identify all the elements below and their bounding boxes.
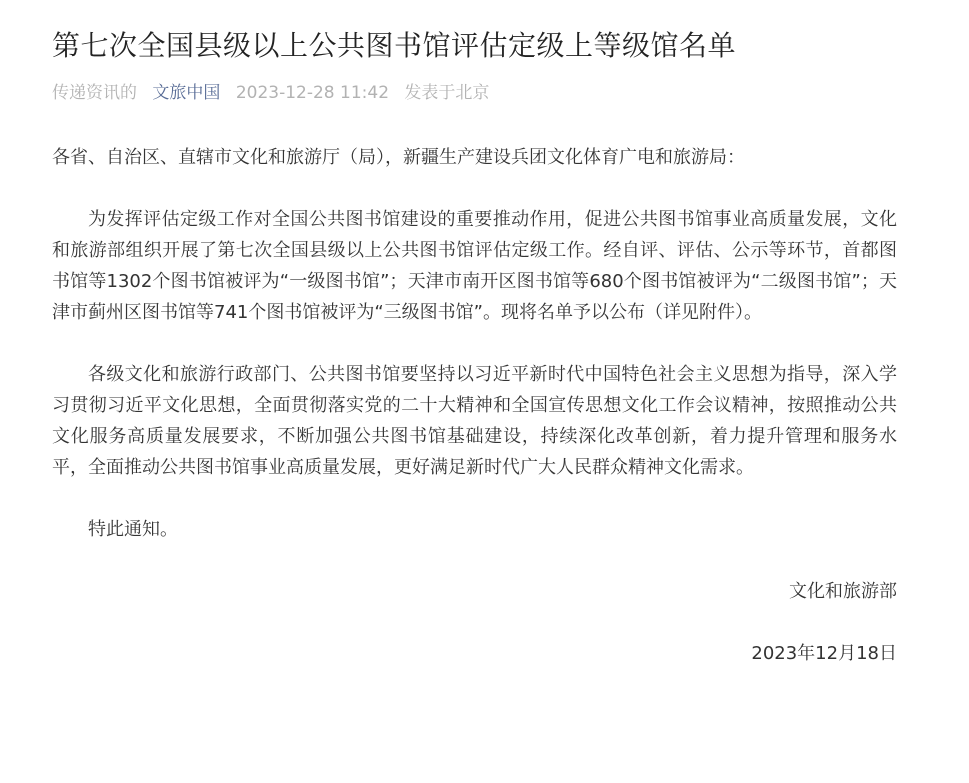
account-name-link[interactable]: 文旅中国 <box>152 83 221 103</box>
page-title: 第七次全国县级以上公共图书馆评估定级上等级馆名单 <box>52 29 737 62</box>
greeting-paragraph: 各省、自治区、直辖市文化和旅游厅（局），新疆生产建设兵团文化体育广电和旅游局： <box>52 147 745 168</box>
publish-location: 发表于北京 <box>404 83 490 103</box>
closing-paragraph: 特此通知。 <box>88 519 178 540</box>
body-paragraph-2: 各级文化和旅游行政部门、公共图书馆要坚持以习近平新时代中国特色社会主义思想为指导，深入学习贯彻习近平文化思想，全面贯彻落实党的二十大精神和全国宣传思想文化工作会议精神，按照推动公共文化服务高质量发展要求，不断加强公共图书馆基础建设，持续深化改革创新，着力提升管理和服务水平，全面推动公共图书馆事业高质量发展，更好满足新时代广大人民群众精神文化需求。 <box>52 364 897 478</box>
publish-time: 2023-12-28 11:42 <box>235 83 390 103</box>
article-meta <box>52 80 897 106</box>
signature: 文化和旅游部 <box>789 581 897 602</box>
article-body <box>52 142 897 669</box>
body-paragraph-1: 为发挥评估定级工作对全国公共图书馆建设的重要推动作用，促进公共图书馆事业高质量发展，文化和旅游部组织开展了第七次全国县级以上公共图书馆评估定级工作。经自评、评估、公示等环节，首都图书馆等1302个图书馆被评为“一级图书馆”；天津市南开区图书馆等680个图书馆被评为“二级图书馆”；天津市蓟州区图书馆等741个图书馆被评为“三级图书馆”。现将名单予以公布（详见附件）。 <box>52 209 897 323</box>
source-prefix: 传递资讯的 <box>52 83 137 103</box>
signature-date: 2023年12月18日 <box>751 643 897 664</box>
